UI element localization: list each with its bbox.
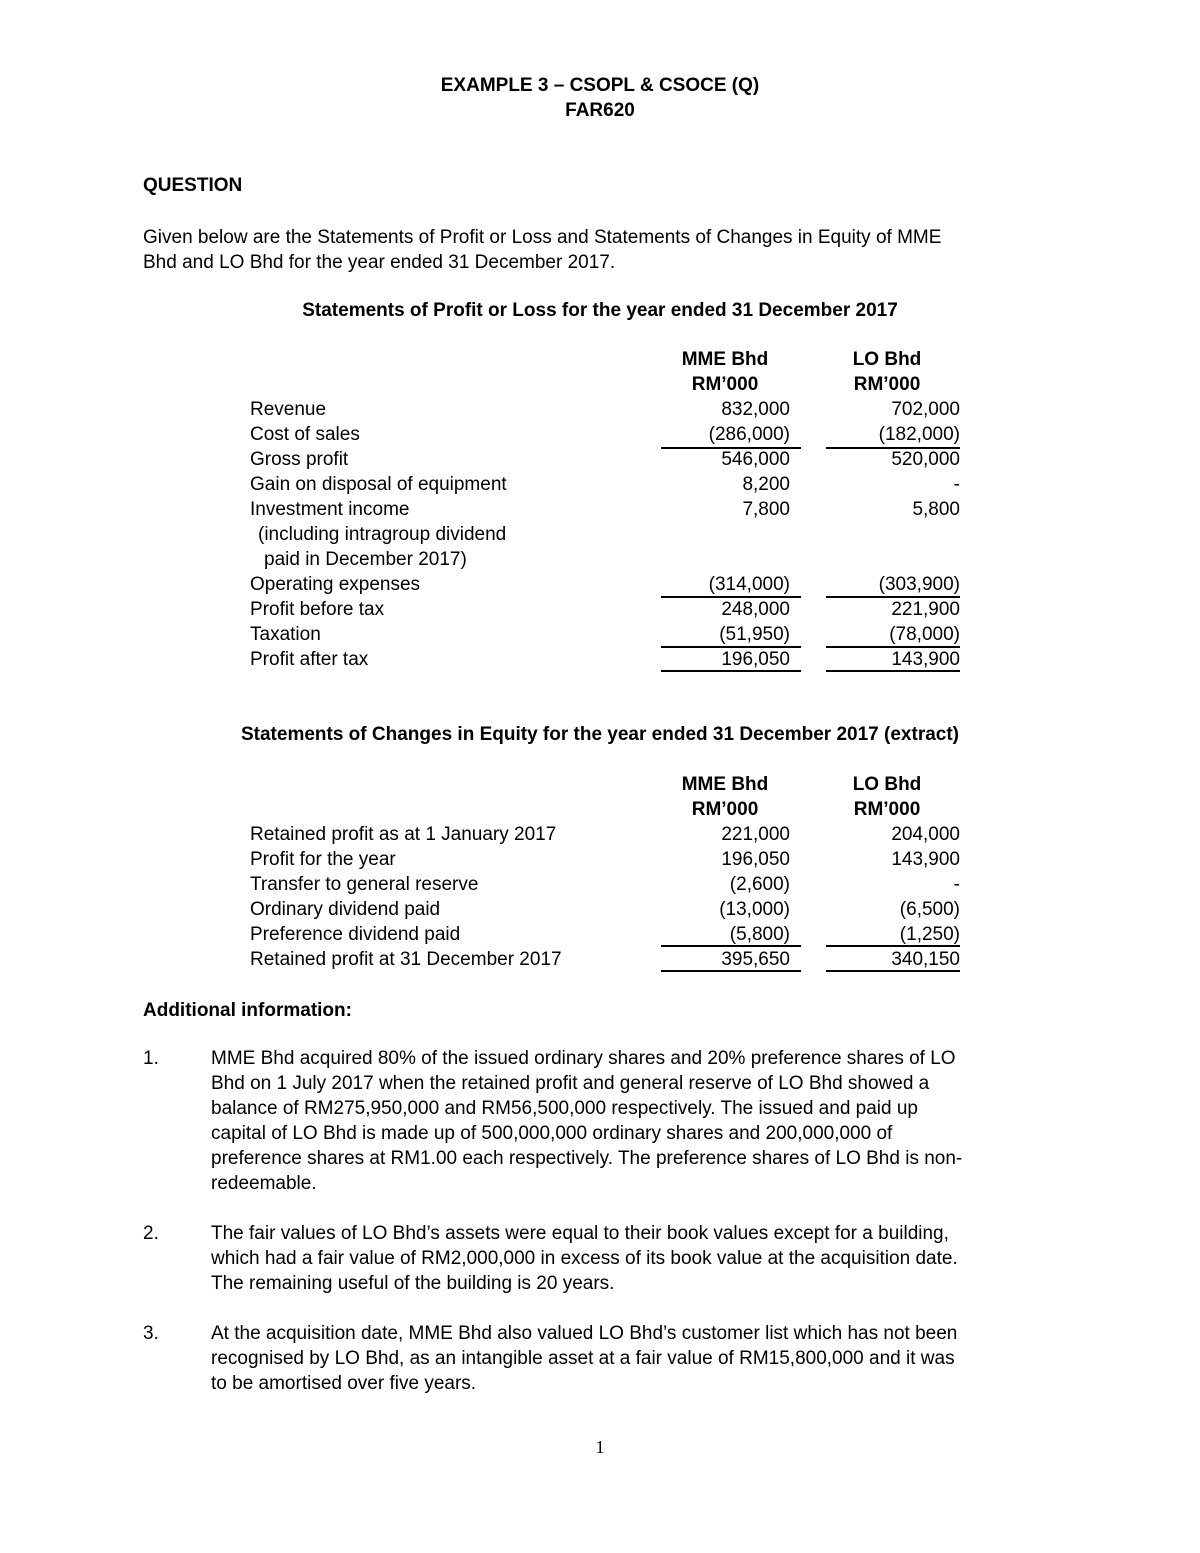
sopl-row-label: Gross profit bbox=[250, 449, 349, 470]
soce-row bbox=[250, 922, 970, 947]
soce-row-lo-value: 204,000 bbox=[891, 824, 960, 845]
soce-col2-unit: RM’000 bbox=[853, 799, 921, 820]
soce-row-label: Transfer to general reserve bbox=[250, 874, 479, 895]
sopl-row-label: Profit after tax bbox=[250, 649, 369, 670]
sopl-row bbox=[250, 522, 970, 547]
soce-row bbox=[250, 897, 970, 922]
soce-row-mme-value: (13,000) bbox=[719, 899, 790, 920]
soce-row bbox=[250, 872, 970, 897]
sopl-row bbox=[250, 547, 970, 572]
soce-unit-row bbox=[250, 797, 970, 822]
item-line: The fair values of LO Bhd’s assets were equal to their book values except for a building, bbox=[211, 1223, 949, 1244]
sopl-row bbox=[250, 397, 970, 422]
sopl-row bbox=[250, 572, 970, 597]
sopl-row-label: Taxation bbox=[250, 624, 321, 645]
sopl-row-mme-value: 196,050 bbox=[721, 649, 790, 670]
sopl-row-lo-value: (78,000) bbox=[889, 624, 960, 645]
soce-row-mme-value: (2,600) bbox=[729, 874, 790, 895]
sopl-rule bbox=[661, 596, 801, 598]
item-line: which had a fair value of RM2,000,000 in excess of its book value at the acquisition date. bbox=[211, 1248, 958, 1269]
sopl-row-lo-value: - bbox=[953, 474, 960, 495]
sopl-row-mme-value: 7,800 bbox=[742, 499, 790, 520]
item-line: balance of RM275,950,000 and RM56,500,000 respectively. The issued and paid up bbox=[211, 1098, 918, 1119]
item-text bbox=[211, 1221, 1058, 1296]
sopl-row bbox=[250, 647, 970, 672]
sopl-table bbox=[250, 347, 970, 672]
sopl-row-mme-value: (286,000) bbox=[708, 424, 790, 445]
sopl-row-label: paid in December 2017) bbox=[264, 549, 467, 570]
additional-heading: Additional information: bbox=[143, 1000, 352, 1021]
sopl-row-mme-value: (51,950) bbox=[719, 624, 790, 645]
sopl-total-rule bbox=[826, 670, 960, 672]
item-line: The remaining useful of the building is 20 years. bbox=[211, 1273, 615, 1294]
sopl-row-lo-value: (182,000) bbox=[878, 424, 960, 445]
soce-row-lo-value: 143,900 bbox=[891, 849, 960, 870]
sopl-col2-unit: RM’000 bbox=[853, 374, 921, 395]
item-line: to be amortised over five years. bbox=[211, 1373, 477, 1394]
item-line: capital of LO Bhd is made up of 500,000,000 ordinary shares and 200,000,000 of bbox=[211, 1123, 893, 1144]
soce-row-lo-value: (6,500) bbox=[899, 899, 960, 920]
soce-row-mme-value: 221,000 bbox=[721, 824, 790, 845]
sopl-row-label: Profit before tax bbox=[250, 599, 385, 620]
soce-row-mme-value: 395,650 bbox=[721, 949, 790, 970]
document-title: EXAMPLE 3 – CSOPL & CSOCE (Q) bbox=[440, 75, 760, 96]
sopl-rule bbox=[661, 447, 801, 449]
soce-total-rule bbox=[661, 970, 801, 972]
sopl-title: Statements of Profit or Loss for the year ended 31 December 2017 bbox=[302, 300, 898, 321]
sopl-row-mme-value: 248,000 bbox=[721, 599, 790, 620]
soce-row bbox=[250, 847, 970, 872]
soce-col1-name: MME Bhd bbox=[681, 774, 769, 795]
soce-row bbox=[250, 947, 970, 972]
sopl-row-lo-value: 702,000 bbox=[891, 399, 960, 420]
sopl-row bbox=[250, 622, 970, 647]
item-line: redeemable. bbox=[211, 1173, 317, 1194]
item-line: recognised by LO Bhd, as an intangible asset at a fair value of RM15,800,000 and it was bbox=[211, 1348, 955, 1369]
sopl-row-mme-value: (314,000) bbox=[708, 574, 790, 595]
item-number: 1. bbox=[143, 1048, 159, 1069]
sopl-row bbox=[250, 597, 970, 622]
item-line: At the acquisition date, MME Bhd also valued LO Bhd’s customer list which has not been bbox=[211, 1323, 958, 1344]
item-text bbox=[211, 1321, 1058, 1396]
item-line: MME Bhd acquired 80% of the issued ordinary shares and 20% preference shares of LO bbox=[211, 1048, 956, 1069]
sopl-col1-name: MME Bhd bbox=[681, 349, 769, 370]
soce-row-label: Retained profit at 31 December 2017 bbox=[250, 949, 562, 970]
sopl-rule bbox=[661, 646, 801, 648]
sopl-row bbox=[250, 497, 970, 522]
soce-row-label: Retained profit as at 1 January 2017 bbox=[250, 824, 557, 845]
soce-rule bbox=[661, 945, 801, 947]
sopl-row-lo-value: 143,900 bbox=[891, 649, 960, 670]
item-number: 3. bbox=[143, 1323, 159, 1344]
soce-total-rule bbox=[826, 970, 960, 972]
sopl-row-mme-value: 546,000 bbox=[721, 449, 790, 470]
soce-col2-name: LO Bhd bbox=[852, 774, 922, 795]
soce-row-lo-value: - bbox=[953, 874, 960, 895]
soce-row-label: Profit for the year bbox=[250, 849, 396, 870]
soce-row-label: Preference dividend paid bbox=[250, 924, 461, 945]
sopl-rule bbox=[826, 646, 960, 648]
sopl-row bbox=[250, 472, 970, 497]
sopl-col2-name: LO Bhd bbox=[852, 349, 922, 370]
soce-row bbox=[250, 822, 970, 847]
sopl-col1-unit: RM’000 bbox=[691, 374, 759, 395]
sopl-unit-row bbox=[250, 372, 970, 397]
soce-col1-unit: RM’000 bbox=[691, 799, 759, 820]
soce-row-lo-value: (1,250) bbox=[899, 924, 960, 945]
sopl-header-row bbox=[250, 347, 970, 372]
item-line: Bhd on 1 July 2017 when the retained profit and general reserve of LO Bhd showed a bbox=[211, 1073, 930, 1094]
sopl-row-lo-value: 221,900 bbox=[891, 599, 960, 620]
soce-row-mme-value: (5,800) bbox=[729, 924, 790, 945]
question-intro bbox=[143, 225, 1058, 275]
soce-row-lo-value: 340,150 bbox=[891, 949, 960, 970]
course-code: FAR620 bbox=[565, 100, 635, 121]
sopl-row-label: Cost of sales bbox=[250, 424, 360, 445]
intro-line-2: Bhd and LO Bhd for the year ended 31 December 2017. bbox=[143, 252, 616, 273]
item-text bbox=[211, 1046, 1058, 1196]
sopl-row-mme-value: 832,000 bbox=[721, 399, 790, 420]
page-number: 1 bbox=[595, 1437, 605, 1457]
sopl-row-label: Operating expenses bbox=[250, 574, 421, 595]
soce-header-row bbox=[250, 772, 970, 797]
sopl-row bbox=[250, 447, 970, 472]
sopl-rule bbox=[826, 596, 960, 598]
sopl-rule bbox=[826, 447, 960, 449]
sopl-row-lo-value: (303,900) bbox=[878, 574, 960, 595]
sopl-total-rule bbox=[661, 670, 801, 672]
sopl-row-lo-value: 520,000 bbox=[891, 449, 960, 470]
item-number: 2. bbox=[143, 1223, 159, 1244]
sopl-row bbox=[250, 422, 970, 447]
item-line: preference shares at RM1.00 each respectively. The preference shares of LO Bhd is non- bbox=[211, 1148, 963, 1169]
question-heading: QUESTION bbox=[143, 175, 243, 196]
intro-line-1: Given below are the Statements of Profit or Loss and Statements of Changes in Equity of MME bbox=[143, 227, 942, 248]
soce-table bbox=[250, 772, 970, 972]
sopl-row-label: (including intragroup dividend bbox=[258, 524, 507, 545]
soce-row-mme-value: 196,050 bbox=[721, 849, 790, 870]
sopl-row-label: Revenue bbox=[250, 399, 327, 420]
sopl-row-label: Investment income bbox=[250, 499, 410, 520]
soce-row-label: Ordinary dividend paid bbox=[250, 899, 441, 920]
soce-title: Statements of Changes in Equity for the year ended 31 December 2017 (extract) bbox=[240, 724, 959, 745]
sopl-row-lo-value: 5,800 bbox=[912, 499, 960, 520]
sopl-row-label: Gain on disposal of equipment bbox=[250, 474, 507, 495]
sopl-row-mme-value: 8,200 bbox=[742, 474, 790, 495]
soce-rule bbox=[826, 945, 960, 947]
